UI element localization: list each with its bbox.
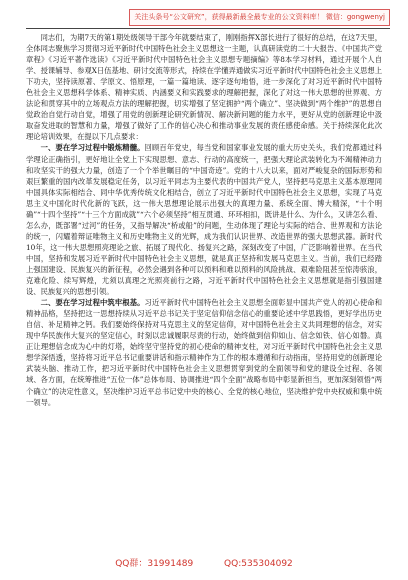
page-header	[0, 6, 408, 30]
section-two-text: 习近平新时代中国特色社会主义思想全面彰显中国共产党人的初心使命和精神品格，坚持把这一思想持续从习近平总书记关于坚定信仰信念信心的重要论述中学思践悟，更好学出历史自信、补足精神之钙。我们要始终保持对马克思主义的坚定信仰，对中国特色社会主义共同理想的信念，对实现中华民族伟大复兴的坚定信心，时刻以忠诚履职尽责的行动，始终做到信仰如山、信念如铁、信心如磐。真正让理想信念成为心中的灯塔，始终坚守坚持党的初心使命的精神支柱，对习近平新时代中国特色社会主义思想学深悟透，坚持将习近平总书记重要讲话和指示精神作为工作的根本遵循和行动指南，坚持用党的创新理论武装头脑、推动工作，把习近平新时代中国特色社会主义思想贯穿到党的全面领导和党的建设全过程、各领域、各方面，在统筹推进“五位一体”总体布局、协调推进“四个全面”战略布局中彰显新担当，更加深刻领悟“两个确立”的决定性意义，坚决维护习近平总书记党中央的核心、全党的核心地位，坚决维护党中央权威和集中统一领导。	[26, 298, 382, 407]
intro-text: 同志们，为期7天的第1期处级领导干部今年就要结束了，刚刚指挥X部长进行了很好的总结，在这7天里，全体同志聚焦学习贯彻习近平新时代中国特色社会主义思想这一主题，认真研读党的二十大报告、《中国共产党章程》《习近平著作选读》《习近平新时代中国特色社会主义思想专题摘编》等8本学习材料，通过开展个人自学、授课辅导、参观X日伍基地、研讨交流等形式，持续在学懂弄通做实习近平新时代中国特色社会主义思想上下功夫，坚持读原著、学原文、悟原理，一篇一篇地读、逐字逐句地悟，进一步深化了对习近平新时代中国特色社会主义思想科学体系、精神实质、内涵要义和实践要求的理解把握，深化了对这一伟大思想的世界观、方法论和贯穿其中的立场观点方法的理解把握，切实增强了坚定拥护“两个确立”、坚决做到“两个维护”的思想自觉政治自觉行动自觉，增强了用党的创新理论研究新情况、解决新问题的能力水平，更好从党的创新理论中汲取奋发进取的智慧和力量，增强了做好了工作的信心决心和推动事业发展的责任感使命感。关于持续深化此次理论培训效果，在提以下几点要求：	[26, 33, 382, 142]
footer-qq-group: QQ群：31991489	[115, 559, 194, 569]
page-footer	[0, 556, 408, 569]
section-one-text: 回顾百年党史，每当党和国家事业发展的重大历史关头，我们党都通过科学理论正确指引，更好地让全党上下实现思想、意志、行动的高度统一，把强大理论武装转化为不竭精神动力和攻坚实干的强大力量，创造了一个个举世瞩目的“中国奇迹”。党的十八大以来，面对严峻复杂的国际形势和艰巨繁重的国内改革发展稳定任务，以习近平同志为主要代表的中国共产党人，坚持把马克思主义基本原理同中国具体实际相结合、同中华优秀传统文化相结合，创立了习近平新时代中国特色社会主义思想，实现了马克思主义中国化时代化新的飞跃，这一伟大思想理论展示出强大的真理力量、系统全面、博大精深，“十个明确”“十四个坚持”“十三个方面成就”“六个必须坚持”相互贯通、环环相扣，既讲是什么、为什么，又讲怎么看、怎么办，既部署“过河”的任务，又指导解决“桥或船”的问题，生动体现了理论与实际的结合、世界观和方法论的统一，闪耀着辩证唯物主义和历史唯物主义的光辉，成为我们认识世界、改造世界的强大思想武器。新时代10年，这一伟大思想照亮理论之旅、拓展了现代化、扬复兴之路，深刻改变了中国，广泛影响着世界。在当代中国，坚持和发展习近平新时代中国特色社会主义思想，就是真正坚持和发展马克思主义。当前，我们已经踏上强国建设、民族复兴的新征程，必然会遇到各种可以预料和难以预料的风险挑战、艰难险阻甚至惊涛骇浪，克难化险、续写辉煌，尤须以真理之光照亮前行之路，习近平新时代中国特色社会主义思想就是指引强国建设、民族复兴的思想引领。	[26, 143, 382, 297]
header-rule	[26, 28, 390, 29]
document-body	[26, 32, 382, 532]
header-banner: 关注头条号“公文研究”，获得最新最全最专业的公文资料库！ 微信：gongwenyj	[129, 9, 390, 26]
section-one-paragraph	[26, 142, 382, 297]
section-two-paragraph	[26, 297, 382, 407]
footer-qq-number: QQ:535304092	[224, 559, 293, 569]
intro-paragraph	[26, 32, 382, 142]
section-two-heading: 二、要在学习过程中筑牢根基。	[40, 298, 145, 308]
section-one-heading: 一、要在学习过程中锻炼精髓。	[40, 143, 145, 153]
